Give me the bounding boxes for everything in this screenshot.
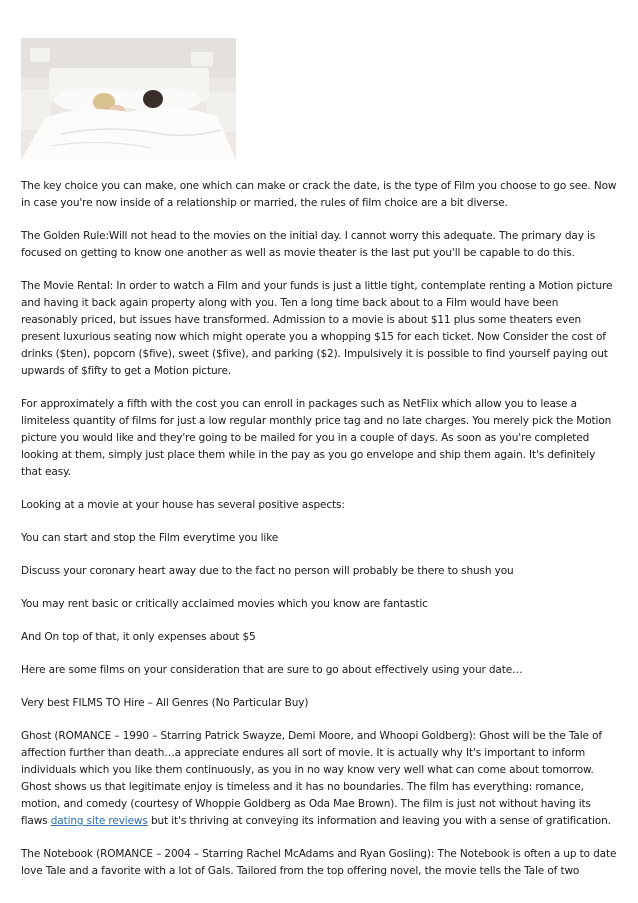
paragraph-film-choice: The key choice you can make, one which can make or crack the date, is the type of Film you choose to go see. Now in case you're now inside of a relationship or married, the rules of film choice are a bit diverse. [21,180,617,209]
paragraph-golden-rule: The Golden Rule:Will not head to the movies on the initial day. I cannot worry this adequate. The primary day is focused on getting to know one another as well as movie theater is the last put you'll be capable to do this. [21,230,596,259]
paragraph-start-stop: You can start and stop the Film everytime you like [21,532,279,544]
paragraph-films-intro: Here are some films on your consideration that are sure to go about effectively using your date… [21,664,523,676]
article-body [21,178,617,896]
paragraph-notebook: The Notebook (ROMANCE – 2004 – Starring Rachel McAdams and Ryan Gosling): The Notebook is often a up to date love Tale and a favorite with a lot of Gals. Tailored from the top offering novel, the movie tells the Tale of two [21,848,617,877]
paragraph-movie-rental: The Movie Rental: In order to watch a Film and your funds is just a little tight, contemplate renting a Motion picture and having it back again property along with you. Ten a long time back about to a Film would have been reasonably priced, but issues have transformed. Admission to a movie is about $11 plus some theaters even present luxurious seating now which might operate you a whopping $15 for each ticket. Now Consider the cost of drinks ($ten), popcorn ($five), sweet ($five), and parking ($2). Impulsively it is possible to find yourself paying out upwards of $fifty to get a Motion picture. [21,280,613,377]
paragraph-netflix: For approximately a fifth with the cost you can enroll in packages such as NetFlix which allow you to lease a limiteless quantity of films for just a low regular monthly price tag and no late charges. You merely pick the Motion picture you would like and they're going to be mailed for you in a couple of days. As soon as you're completed looking at them, simply just place them while in the pay as you go envelope and ship them again. It's definitely that easy. [21,398,612,478]
paragraph-ghost [21,728,617,830]
paragraph-positive-aspects: Looking at a movie at your house has several positive aspects: [21,499,345,511]
heading-best-films: Very best FILMS TO Hire – All Genres (No Particular Buy) [21,697,309,709]
ghost-text-after: but it's thriving at conveying its information and leaving you with a sense of gratification. [147,815,611,827]
paragraph-discuss: Discuss your coronary heart away due to the fact no person will probably be there to shush you [21,565,514,577]
dating-site-reviews-link[interactable]: dating site reviews [50,815,148,827]
paragraph-cost: And On top of that, it only expenses about $5 [21,631,256,643]
paragraph-rent-basic: You may rent basic or critically acclaimed movies which you know are fantastic [21,598,428,610]
bed-couple-illustration [21,38,236,160]
bed-couple-photo [21,38,236,160]
ghost-text-before: Ghost (ROMANCE – 1990 – Starring Patrick Swayze, Demi Moore, and Whoopi Goldberg): Ghost will be the Tale of affection further than death…a appreciate endures all sort of movie. It is actually why It's important to inform individuals which you like them continuously, as you in no way know very well what can come about tomorrow. Ghost shows us that legitimate enjoy is timeless and it has no boundaries. The film has everything: romance, motion, and comedy (courtesy of Whoppie Goldberg as Oda Mae Brown). The film is just not without having its flaws [21,730,602,827]
